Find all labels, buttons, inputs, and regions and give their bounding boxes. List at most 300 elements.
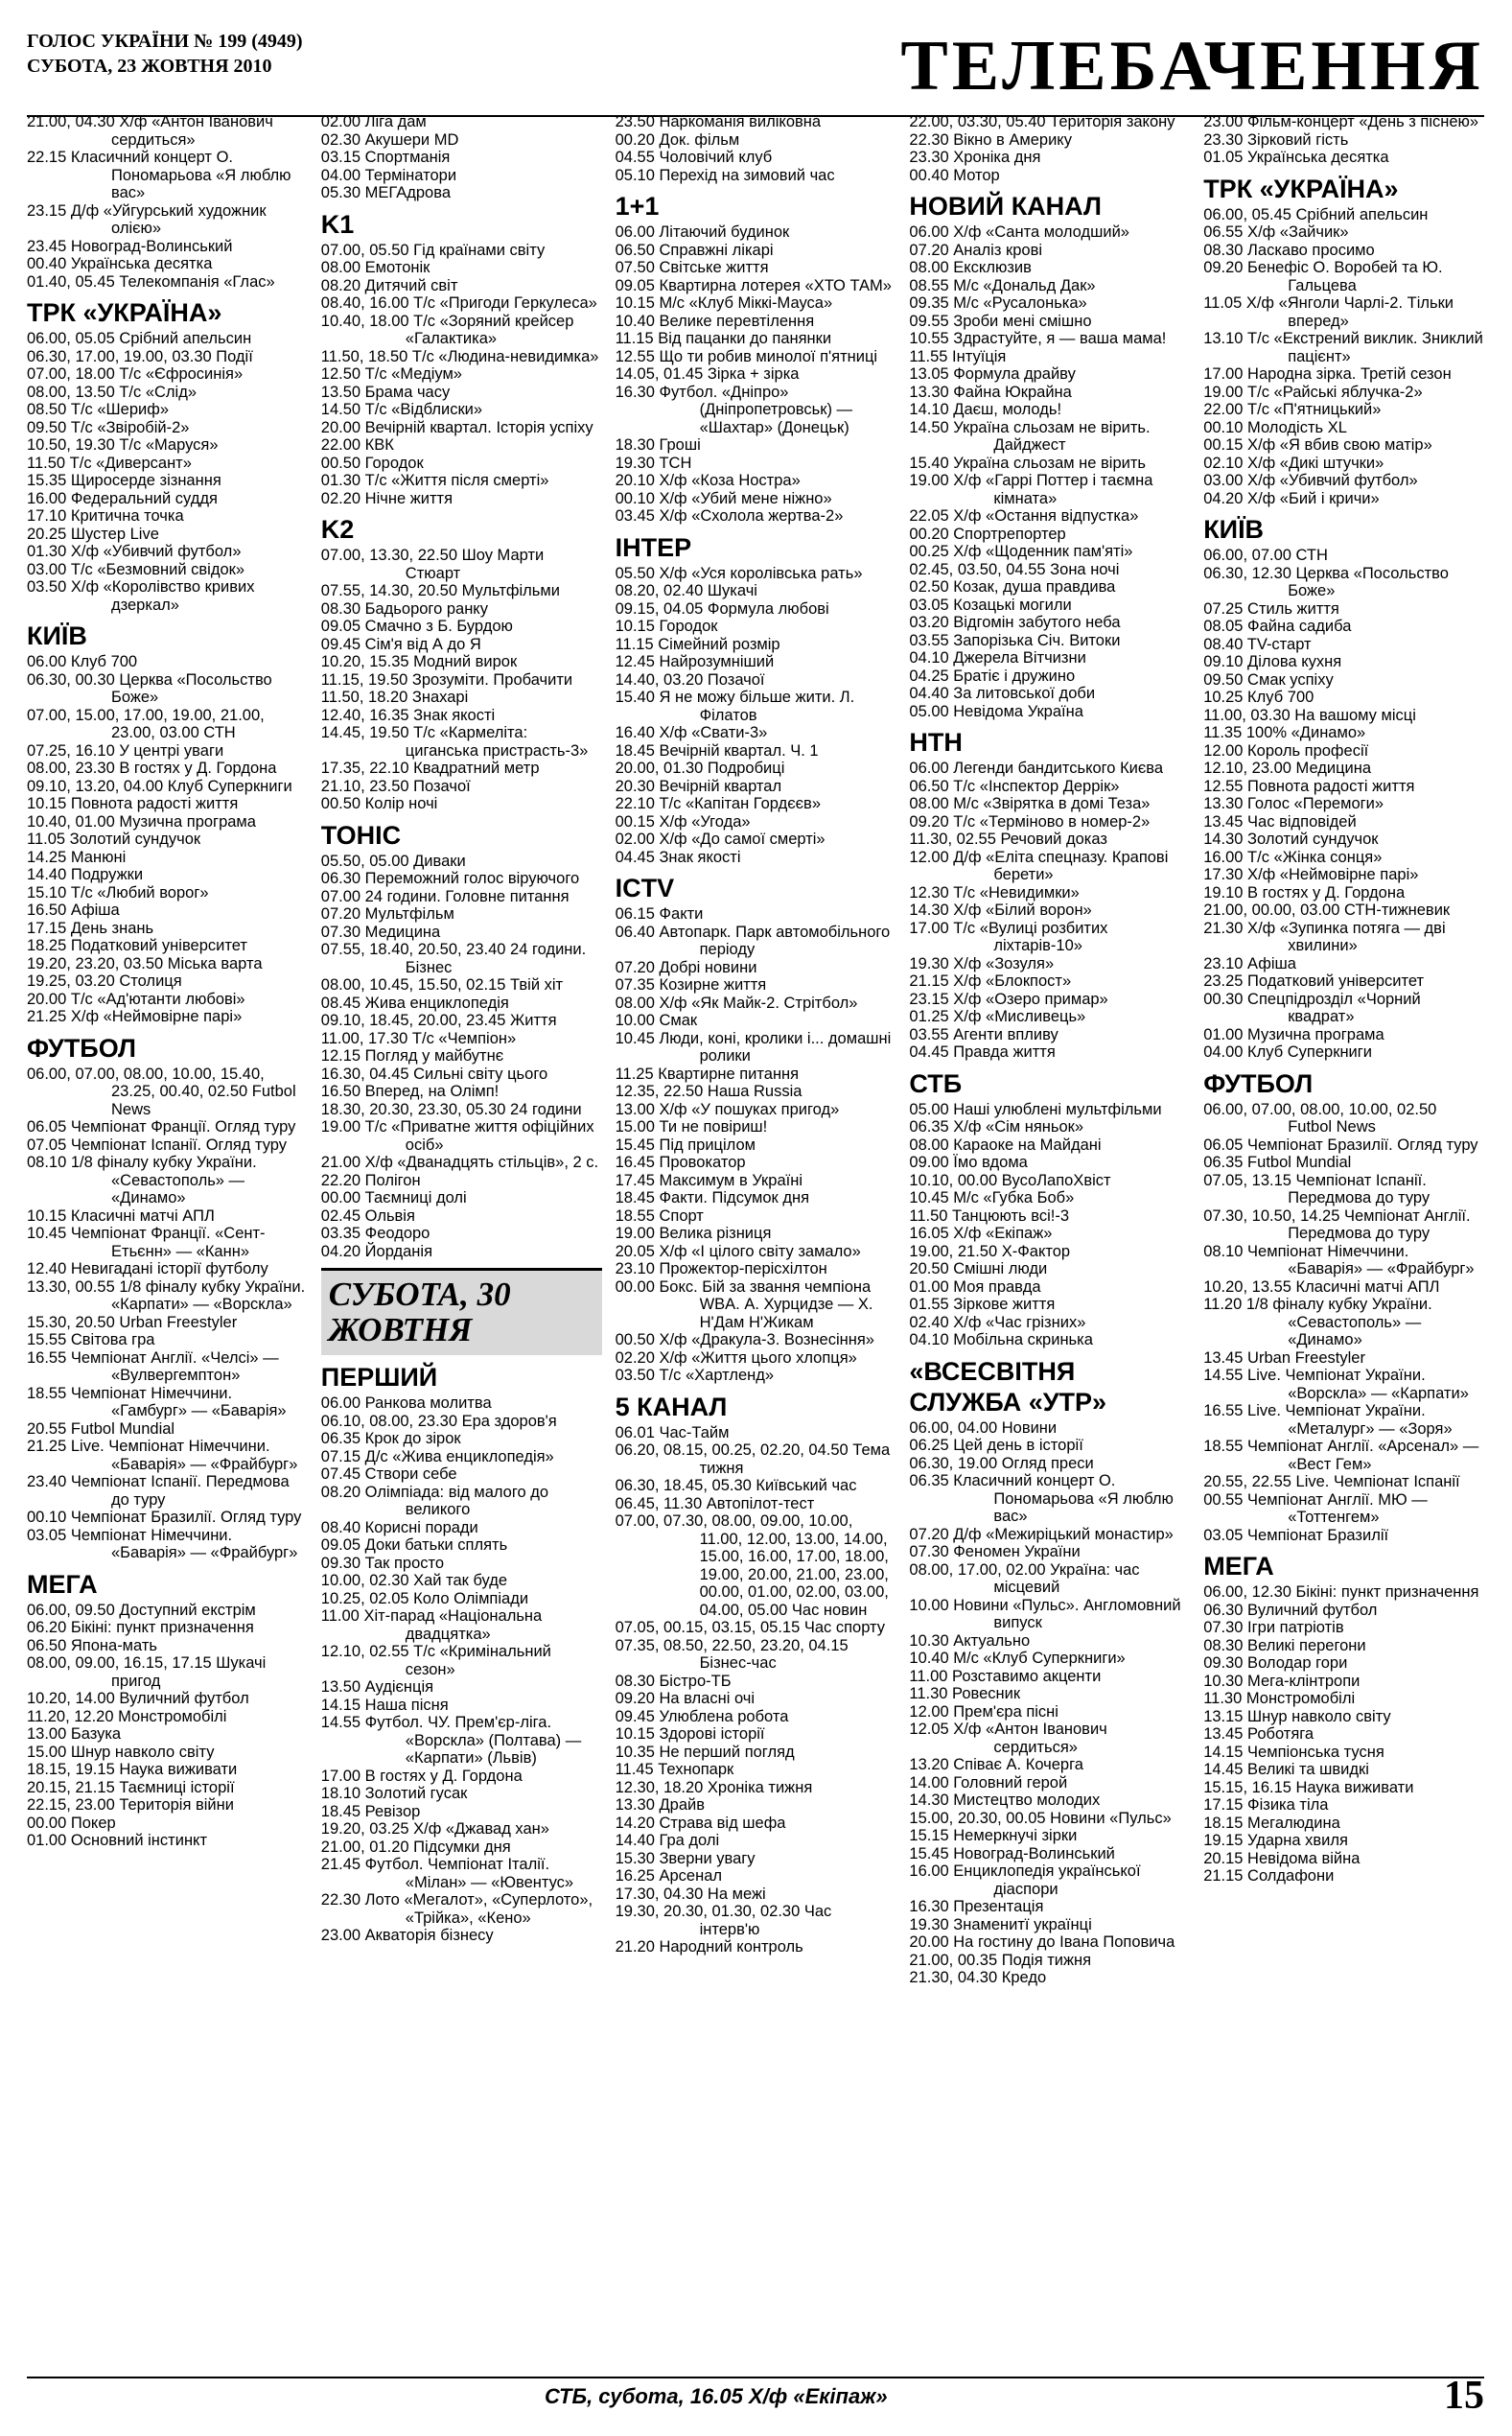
program-entry: 10.20, 14.00 Вуличний футбол [27, 1690, 249, 1707]
program-entry: 23.15 Д/ф «Уйгурський художник олією» [27, 201, 267, 237]
program-entry: 08.30 Бадьорого ранку [320, 599, 488, 618]
program-entry: 05.00 Невідома Україна [909, 702, 1083, 720]
channel-name: ФУТБОЛ [27, 1033, 136, 1063]
program-entry: 04.45 Знак якості [615, 848, 741, 866]
schedule-column-1 [27, 113, 308, 2362]
program-entry: 06.15 Факти [615, 905, 704, 923]
channel-name: КИЇВ [27, 621, 87, 650]
program-entry: 20.15 Невідома війна [1203, 1849, 1361, 1867]
program-entry: 07.25 Стиль життя [1203, 599, 1339, 618]
program-entry: 10.30 Мега-клінтропи [1203, 1672, 1361, 1690]
program-entry: 06.30, 17.00, 19.00, 03.30 Події [27, 347, 253, 365]
program-entry: 00.10 Х/ф «Убий мене ніжно» [615, 489, 832, 507]
program-entry: 11.15, 19.50 Зрозуміти. Пробачити [320, 670, 573, 689]
program-entry: 11.30 Ровесник [909, 1685, 1021, 1702]
program-entry: 06.00, 12.30 Бікіні: пункт призначення [1203, 1583, 1479, 1601]
program-entry: 08.00 Емотонік [320, 259, 430, 276]
program-entry: 12.30 Т/с «Невидимки» [909, 883, 1080, 902]
program-entry: 20.00, 01.30 Подробиці [615, 760, 785, 777]
channel-name: КИЇВ [1203, 515, 1265, 544]
program-entry: 19.30, 20.30, 01.30, 02.30 Час інтерв'ю [615, 1903, 832, 1938]
program-entry: 02.40 Х/ф «Час грізних» [909, 1313, 1086, 1331]
program-entry: 09.05 Доки батьки сплять [320, 1536, 508, 1554]
program-entry: 07.00, 13.30, 22.50 Шоу Марти Стюарт [320, 547, 545, 582]
program-entry: 06.50 Справжні лікарі [615, 241, 774, 259]
program-entry: 11.45 Технопарк [615, 1761, 734, 1778]
program-entry: 08.45 Жива енциклопедія [320, 994, 509, 1012]
program-entry: 10.30 Актуально [909, 1631, 1031, 1650]
program-entry: 22.00, 03.30, 05.40 Територія закону [909, 113, 1175, 130]
program-entry: 14.50 Т/с «Відблиски» [320, 401, 483, 418]
program-entry: 13.30 Голос «Перемоги» [1203, 795, 1384, 812]
channel-name: ТРК «УКРАЇНА» [1203, 174, 1399, 203]
program-entry: 14.30 Золотий сундучок [1203, 831, 1379, 848]
program-entry: 21.10, 23.50 Позачої [320, 777, 471, 795]
program-entry: 10.35 Не перший погляд [615, 1743, 795, 1761]
program-entry: 22.00 Т/с «П'ятницький» [1203, 401, 1382, 418]
issue-number: ГОЛОС УКРАЇНИ № 199 (4949) [27, 31, 303, 52]
program-entry: 21.00, 01.20 Підсумки дня [320, 1838, 511, 1856]
program-entry: 06.55 Х/ф «Зайчик» [1203, 223, 1349, 241]
program-entry: 06.10, 08.00, 23.30 Ера здоров'я [320, 1412, 557, 1430]
program-entry: 17.10 Критична точка [27, 507, 184, 525]
program-entry: 07.05, 13.15 Чемпіонат Іспанії. Передмова до туру [1203, 1171, 1431, 1206]
program-entry: 12.45 Найрозумніший [615, 653, 775, 670]
program-entry: 14.55 Футбол. ЧУ. Прем'єр-ліга. «Ворскла» (Полтава) — «Карпати» (Львів) [320, 1714, 582, 1767]
program-entry: 20.05 Х/ф «І цілого світу замало» [615, 1242, 861, 1260]
program-entry: 08.00, 09.00, 16.15, 17.15 Шукачі пригод [27, 1654, 267, 1690]
program-entry: 06.00, 07.00, 08.00, 10.00, 15.40, 23.25, 00.40, 02.50 Futbol News [27, 1065, 296, 1118]
program-entry: 01.00 Музична програма [1203, 1025, 1384, 1043]
program-entry: 06.00, 05.05 Срібний апельсин [27, 330, 252, 347]
program-entry: 11.50 Танцюють всі!-3 [909, 1206, 1069, 1225]
program-entry: 07.30 Ігри патріотів [1203, 1619, 1344, 1636]
program-entry: 11.05 Золотий сундучок [27, 831, 201, 848]
program-entry: 01.05 Українська десятка [1203, 149, 1389, 166]
program-entry: 11.20 1/8 фіналу кубку України. «Севастополь» — «Динамо» [1203, 1296, 1432, 1348]
program-entry: 23.00 Акваторія бізнесу [320, 1927, 494, 1944]
program-entry: 16.40 Х/ф «Свати-3» [615, 724, 768, 741]
program-entry: 13.45 Urban Freestyler [1203, 1348, 1365, 1367]
program-entry: 14.30 Мистецтво молодих [909, 1792, 1101, 1809]
program-entry: 18.55 Чемпіонат Англії. «Арсенал» — «Вест Гем» [1203, 1438, 1479, 1473]
program-entry: 03.45 Х/ф «Схолола жертва-2» [615, 507, 844, 525]
program-entry: 06.00 Ранкова молитва [320, 1394, 492, 1412]
program-entry: 13.10 Т/с «Екстрений виклик. Зниклий пацієнт» [1203, 330, 1483, 365]
program-entry: 13.50 Аудієнція [320, 1678, 434, 1696]
program-entry: 12.00 Прем'єра пісні [909, 1702, 1058, 1721]
program-entry: 13.30 Файна Юкрайна [909, 383, 1072, 401]
program-entry: 19.20, 23.20, 03.50 Міська варта [27, 954, 263, 972]
program-entry: 08.05 Файна садиба [1203, 618, 1352, 635]
masthead [27, 23, 1484, 117]
program-entry: 15.55 Світова гра [27, 1331, 155, 1348]
program-entry: 20.00 Т/с «Ад'ютанти любові» [27, 990, 245, 1008]
program-entry: 08.30 Ласкаво просимо [1203, 241, 1375, 259]
program-entry: 06.45, 11.30 Автопілот-тест [615, 1494, 815, 1512]
schedule-column-5 [1203, 113, 1484, 2362]
program-entry: 18.45 Факти. Підсумок дня [615, 1189, 810, 1206]
program-entry: 10.15 Повнота радості життя [27, 795, 239, 812]
program-entry: 09.20 Бенефіс О. Воробей та Ю. Гальцева [1203, 259, 1443, 294]
program-entry: 07.00, 07.30, 08.00, 09.00, 10.00, 11.00, 12.00, 13.00, 14.00, 15.00, 16.00, 17.00, 18.00, 19.00, 20.00, 21.00, 23.00, 00.00, 01.00, 02.00, 03.00, 04.00, 05.00 Час новин [615, 1512, 889, 1619]
footer-promo: СТБ, субота, 16.05 Х/ф «Екіпаж» [545, 2384, 888, 2408]
program-entry: 06.05 Чемпіонат Бразилії. Огляд туру [1203, 1136, 1478, 1154]
program-entry: 19.30 Знаменитї українці [909, 1915, 1092, 1933]
program-entry: 04.10 Джерела Вітчизни [909, 649, 1086, 667]
program-entry: 08.30 Бістро-ТБ [615, 1672, 732, 1690]
program-entry: 07.05, 00.15, 03.15, 05.15 Час спорту [615, 1619, 886, 1636]
program-entry: 04.00 Клуб Суперкниги [1203, 1043, 1373, 1061]
program-entry: 21.15 Х/ф «Блокпост» [909, 972, 1072, 990]
program-entry: 18.15, 19.15 Наука виживати [27, 1761, 238, 1778]
program-entry: 18.55 Чемпіонат Німеччини. «Гамбург» — «Баварія» [27, 1384, 287, 1419]
program-entry: 11.15 Сімейний розмір [615, 635, 780, 653]
program-entry: 16.00 Енциклопедія української діаспори [909, 1862, 1141, 1898]
program-entry: 00.00 Бокс. Бій за звання чемпіона WBA. А. Хурцидзе — Х. Н'Дам Н'Жикам [615, 1277, 873, 1331]
program-entry: 02.00 Ліга дам [320, 113, 427, 130]
program-entry: 06.01 Час-Тайм [615, 1423, 730, 1441]
program-entry: 08.50 Т/с «Шериф» [27, 401, 169, 418]
program-entry: 17.30, 04.30 На межі [615, 1885, 766, 1903]
program-entry: 04.10 Мобільна скринька [909, 1331, 1093, 1348]
program-entry: 08.40 Корисні поради [320, 1518, 478, 1536]
schedule-column-3 [616, 113, 896, 2362]
program-entry: 12.55 Що ти робив минолої п'ятниці [615, 347, 878, 365]
program-entry: 15.45 Під прицілом [615, 1136, 756, 1154]
program-entry: 03.50 Т/с «Хартленд» [615, 1367, 775, 1384]
program-entry: 00.00 Таємниці долі [320, 1189, 467, 1206]
program-entry: 20.15, 21.15 Таємниці історії [27, 1778, 235, 1796]
program-entry: 08.00 Х/ф «Як Майк-2. Стрітбол» [615, 994, 858, 1012]
program-entry: 12.30, 18.20 Хроніка тижня [615, 1778, 813, 1796]
program-entry: 14.50 Україна сльозам не вірить. Дайджест [909, 418, 1151, 454]
program-entry: 06.00, 04.00 Новини [909, 1418, 1058, 1437]
program-entry: 03.35 Феодоро [320, 1225, 430, 1242]
program-entry: 07.20 Д/ф «Межиріцький монастир» [909, 1525, 1174, 1543]
program-entry: 11.25 Квартирне питання [615, 1065, 800, 1083]
program-entry: 03.55 Агенти впливу [909, 1025, 1058, 1043]
program-entry: 15.00 Ти не повіриш! [615, 1118, 768, 1136]
program-entry: 21.00, 00.00, 03.00 СТН-тижневик [1203, 902, 1451, 919]
program-entry: 07.55, 14.30, 20.50 Мультфільми [320, 582, 560, 599]
program-entry: 19.15 Ударна хвиля [1203, 1832, 1348, 1849]
program-entry: 15.30 Зверни увагу [615, 1849, 756, 1867]
program-entry: 10.10, 00.00 ВусоЛапоХвіст [909, 1171, 1111, 1189]
program-entry: 11.00 Розставимо акценти [909, 1667, 1102, 1685]
program-entry: 16.00 Федеральний суддя [27, 489, 218, 507]
program-entry: 12.10, 23.00 Медицина [1203, 760, 1372, 777]
program-entry: 09.10 Ділова кухня [1203, 653, 1342, 670]
program-entry: 06.35 Х/ф «Сім няньок» [909, 1118, 1084, 1136]
program-entry: 03.05 Козацькі могили [909, 596, 1072, 614]
program-entry: 06.30, 00.30 Церква «Посольство Боже» [27, 670, 272, 706]
program-entry: 13.30, 00.55 1/8 фіналу кубку України. «Карпати» — «Ворскла» [27, 1277, 306, 1313]
program-entry: 06.20 Бікіні: пункт призначення [27, 1619, 254, 1636]
program-entry: 17.00 Народна зірка. Третій сезон [1203, 365, 1452, 383]
page-number: 15 [1444, 2374, 1484, 2418]
program-entry: 18.45 Вечірній квартал. Ч. 1 [615, 741, 819, 760]
program-entry: 08.00, 17.00, 02.00 Україна: час місцевий [909, 1560, 1140, 1596]
program-entry: 16.30, 04.45 Сильні світу цього [320, 1065, 548, 1083]
program-entry: 18.10 Золотий гусак [320, 1785, 468, 1802]
program-entry: 06.00, 05.45 Срібний апельсин [1203, 205, 1429, 223]
program-entry: 17.30 Х/ф «Неймовірне парі» [1203, 866, 1419, 883]
program-entry: 17.35, 22.10 Квадратний метр [320, 760, 540, 777]
issue-date: СУБОТА, 23 ЖОВТНЯ 2010 [27, 56, 272, 77]
program-entry: 11.30 Монстромобілі [1203, 1690, 1356, 1707]
program-entry: 15.00, 20.30, 00.05 Новини «Пульс» [909, 1809, 1172, 1827]
program-entry: 08.30 Великі перегони [1203, 1636, 1366, 1654]
program-entry: 23.40 Чемпіонат Іспанії. Передмова до туру [27, 1473, 290, 1509]
program-entry: 18.25 Податковий університет [27, 937, 247, 954]
program-entry: 09.55 Зроби мені смішно [909, 312, 1092, 330]
program-entry: 11.00, 03.30 На вашому місці [1203, 706, 1416, 724]
page-footer [27, 2374, 1484, 2421]
program-entry: 18.55 Спорт [615, 1206, 704, 1225]
program-entry: 01.30 Х/ф «Убивчий футбол» [27, 543, 242, 560]
program-entry: 06.30, 12.30 Церква «Посольство Боже» [1203, 564, 1449, 599]
program-entry: 06.25 Цей день в історії [909, 1437, 1083, 1454]
program-entry: 14.20 Страва від шефа [615, 1814, 786, 1832]
program-entry: 11.35 100% «Динамо» [1203, 724, 1366, 741]
program-entry: 07.55, 18.40, 20.50, 23.40 24 години. Бізнес [320, 941, 587, 976]
program-entry: 00.40 Мотор [909, 166, 1000, 184]
program-entry: 11.50, 18.20 Знахарі [320, 689, 469, 706]
program-entry: 10.45 Чемпіонат Франції. «Сент-Етьєнн» — «Канн» [27, 1225, 266, 1260]
program-entry: 00.50 Х/ф «Дракула-3. Вознесіння» [615, 1331, 874, 1348]
program-entry: 08.10 1/8 фіналу кубку України. «Севастополь» — «Динамо» [27, 1154, 257, 1206]
program-entry: 23.50 Наркоманія виліковна [615, 113, 822, 130]
program-entry: 02.20 Нічне життя [320, 489, 454, 507]
program-entry: 13.50 Брама часу [320, 383, 451, 401]
program-entry: 04.00 Термінатори [320, 166, 457, 184]
program-entry: 21.00, 04.30 Х/ф «Антон Іванович сердиться» [27, 113, 273, 149]
program-entry: 10.55 Здрастуйте, я — ваша мама! [909, 330, 1167, 347]
program-entry: 22.30 Лото «Мегалот», «Суперлото», «Трійка», «Кено» [320, 1891, 593, 1927]
channel-name: СТБ [909, 1068, 963, 1098]
program-entry: 15.35 Щиросерде зізнання [27, 472, 221, 489]
program-entry: 07.35 Козирне життя [615, 976, 767, 994]
program-entry: 09.45 Сім'я від А до Я [320, 635, 481, 653]
program-entry: 19.00 Велика різниця [615, 1225, 772, 1242]
program-entry: 09.20 Т/с «Терміново в номер-2» [909, 812, 1151, 831]
program-entry: 01.00 Основний інстинкт [27, 1832, 208, 1849]
program-entry: 10.15 Городок [615, 618, 718, 635]
program-entry: 00.20 Спортрепортер [909, 525, 1066, 543]
program-entry: 07.20 Мультфільм [320, 905, 454, 923]
program-entry: 20.55 Futbol Mundial [27, 1419, 175, 1438]
program-entry: 00.10 Чемпіонат Бразилії. Огляд туру [27, 1509, 302, 1526]
program-entry: 06.35 Класичний концерт О. Пономарьова «Я люблю вас» [909, 1472, 1174, 1525]
program-entry: 19.00 Х/ф «Гаррі Поттер і таємна кімната» [909, 472, 1153, 507]
program-entry: 16.45 Провокатор [615, 1154, 746, 1171]
program-entry: 10.00 Смак [615, 1012, 698, 1029]
program-entry: 07.20 Аналіз крові [909, 241, 1043, 259]
program-entry: 15.00 Шнур навколо світу [27, 1743, 215, 1761]
program-entry: 13.45 Роботяга [1203, 1725, 1314, 1743]
channel-name: НОВИЙ КАНАЛ [909, 192, 1102, 221]
program-entry: 08.40, 16.00 Т/с «Пригоди Геркулеса» [320, 294, 597, 312]
program-entry: 06.40 Автопарк. Парк автомобільного періоду [615, 923, 891, 958]
program-entry: 13.30 Драйв [615, 1796, 705, 1814]
program-entry: 07.45 Створи себе [320, 1465, 457, 1483]
program-entry: 10.15 Здорові історії [615, 1725, 765, 1743]
program-entry: 22.10 Т/с «Капітан Гордєєв» [615, 795, 821, 812]
program-entry: 20.50 Смішні люди [909, 1260, 1048, 1277]
program-entry: 08.00, 13.50 Т/с «Слід» [27, 383, 198, 401]
program-entry: 11.00, 17.30 Т/с «Чемпіон» [320, 1029, 517, 1047]
program-entry: 06.00, 07.00, 08.00, 10.00, 02.50 Futbol News [1203, 1100, 1437, 1136]
program-entry: 16.50 Афіша [27, 902, 120, 919]
program-entry: 10.00, 02.30 Хай так буде [320, 1572, 508, 1589]
program-entry: 09.30 Володар гори [1203, 1654, 1348, 1672]
program-entry: 10.45 М/с «Губка Боб» [909, 1189, 1075, 1206]
date-heading: СУБОТА, 30 ЖОВТНЯ [321, 1268, 602, 1355]
program-entry: 04.25 Братіє і дружино [909, 667, 1076, 685]
program-entry: 08.00 Ексклюзив [909, 259, 1032, 276]
program-entry: 23.45 Новоград-Волинський [27, 237, 233, 255]
program-entry: 14.30 Х/ф «Білий ворон» [909, 902, 1092, 919]
program-entry: 13.05 Формула драйву [909, 365, 1076, 383]
program-entry: 08.20, 02.40 Шукачі [615, 582, 757, 599]
program-entry: 06.00 Клуб 700 [27, 653, 138, 670]
program-entry: 21.30, 04.30 Кредо [909, 1969, 1047, 1986]
program-entry: 17.00 В гостях у Д. Гордона [320, 1767, 523, 1785]
program-entry: 23.00 Фільм-концерт «День з піснею» [1203, 113, 1479, 130]
program-entry: 14.40 Гра долі [615, 1832, 720, 1849]
program-entry: 11.05 Х/ф «Янголи Чарлі-2. Тільки вперед» [1203, 294, 1454, 330]
program-entry: 13.20 Співає А. Кочерга [909, 1756, 1083, 1773]
program-entry: 07.30, 10.50, 14.25 Чемпіонат Англії. Передмова до туру [1203, 1206, 1471, 1242]
program-entry: 00.10 Молодість XL [1203, 418, 1347, 436]
program-entry: 10.40 Велике перевтілення [615, 312, 815, 330]
program-entry: 06.35 Крок до зірок [320, 1430, 461, 1447]
program-entry: 04.55 Чоловічий клуб [615, 149, 773, 166]
program-entry: 00.15 Х/ф «Я вбив свою матір» [1203, 436, 1432, 454]
program-entry: 12.50 Т/с «Медіум» [320, 365, 462, 383]
program-entry: 17.15 Фізика тіла [1203, 1796, 1329, 1814]
program-entry: 06.30 Переможний голос віруючого [320, 870, 580, 887]
program-entry: 00.15 Х/ф «Угода» [615, 812, 751, 831]
program-entry: 02.45, 03.50, 04.55 Зона ночі [909, 560, 1120, 578]
program-entry: 15.30, 20.50 Urban Freestyler [27, 1313, 238, 1331]
program-entry: 04.20 Х/ф «Бий і кричи» [1203, 489, 1380, 507]
program-entry: 14.15 Чемпіонська тусня [1203, 1743, 1384, 1761]
program-entry: 23.25 Податковий університет [1203, 972, 1425, 990]
program-entry: 11.20, 12.20 Монстромобілі [27, 1707, 227, 1725]
program-entry: 10.00 Новини «Пульс». Англомовний випуск [909, 1596, 1181, 1631]
program-entry: 10.45 Люди, коні, кролики і... домашні ролики [615, 1029, 892, 1065]
program-entry: 23.10 Афіша [1203, 954, 1296, 972]
program-entry: 22.30 Вікно в Америку [909, 130, 1072, 149]
program-entry: 10.40, 18.00 Т/с «Зоряний крейсер «Галактика» [320, 312, 574, 347]
program-entry: 10.40 М/с «Клуб Суперкниги» [909, 1650, 1126, 1667]
program-entry: 16.05 Х/ф «Екіпаж» [909, 1225, 1053, 1242]
program-entry: 09.05 Квартирна лотерея «ХТО ТАМ» [615, 276, 892, 294]
program-entry: 20.25 Шустер Live [27, 525, 159, 543]
program-entry: 01.00 Моя правда [909, 1277, 1041, 1296]
program-entry: 21.25 Live. Чемпіонат Німеччини. «Баварія» — «Фрайбург» [27, 1438, 298, 1473]
program-entry: 10.40, 01.00 Музична програма [27, 812, 256, 831]
program-entry: 20.30 Вечірній квартал [615, 777, 782, 795]
program-entry: 22.15 Класичний концерт О. Пономарьова «Я люблю вас» [27, 149, 291, 201]
program-entry: 12.00 Король професії [1203, 741, 1369, 760]
program-entry: 19.00 Т/с «Приватне життя офіційних осіб» [320, 1118, 594, 1154]
program-entry: 22.00 КВК [320, 436, 394, 454]
program-entry: 05.10 Перехід на зимовий час [615, 166, 835, 184]
program-entry: 19.00, 21.50 Х-Фактор [909, 1242, 1071, 1260]
program-entry: 03.50 Х/ф «Королівство кривих дзеркал» [27, 578, 255, 614]
program-entry: 21.00 Х/ф «Дванадцять стільців», 2 с. [320, 1154, 599, 1171]
program-entry: 00.50 Городок [320, 454, 424, 472]
program-entry: 07.25, 16.10 У центрі уваги [27, 741, 224, 760]
program-entry: 06.00 Х/ф «Санта молодший» [909, 223, 1129, 241]
program-entry: 12.55 Повнота радості життя [1203, 777, 1415, 795]
program-entry: 21.25 Х/ф «Неймовірне парі» [27, 1008, 243, 1025]
program-entry: 09.20 На власні очі [615, 1690, 756, 1707]
program-entry: 06.30 Вуличний футбол [1203, 1601, 1378, 1619]
program-entry: 06.05 Чемпіонат Франції. Огляд туру [27, 1118, 296, 1136]
program-entry: 15.45 Новоград-Волинський [909, 1844, 1115, 1862]
program-entry: 00.55 Чемпіонат Англії. МЮ — «Тоттенгем» [1203, 1490, 1428, 1526]
program-entry: 21.15 Солдафони [1203, 1867, 1335, 1885]
program-entry: 07.30 Феномен України [909, 1543, 1081, 1560]
program-entry: 14.25 Манюні [27, 848, 127, 866]
program-entry: 10.25 Клуб 700 [1203, 689, 1314, 706]
program-entry: 12.15 Погляд у майбутнє [320, 1047, 504, 1065]
program-entry: 12.35, 22.50 Наша Russia [615, 1083, 803, 1100]
program-entry: 18.45 Ревізор [320, 1802, 421, 1820]
program-entry: 16.55 Live. Чемпіонат України. «Металург» — «Зоря» [1203, 1402, 1453, 1438]
program-entry: 22.15, 23.00 Територія війни [27, 1796, 234, 1814]
program-entry: 12.40 Невигадані історії футболу [27, 1260, 268, 1277]
program-entry: 14.45, 19.50 Т/с «Кармеліта: циганська пристрасть-3» [320, 724, 589, 760]
program-entry: 08.00 Караоке на Майдані [909, 1136, 1102, 1154]
program-entry: 11.50 Т/с «Диверсант» [27, 454, 192, 472]
program-entry: 13.45 Час відповідей [1203, 812, 1357, 831]
program-entry: 02.30 Акушери MD [320, 130, 459, 149]
channel-name: ПЕРШИЙ [320, 1363, 438, 1392]
program-entry: 00.20 Док. фільм [615, 130, 740, 149]
program-entry: 02.00 Х/ф «До самої смерті» [615, 831, 826, 848]
program-entry: 17.15 День знань [27, 919, 154, 937]
program-entry: 06.30, 19.00 Огляд преси [909, 1454, 1094, 1472]
program-entry: 19.10 В гостях у Д. Гордона [1203, 883, 1406, 902]
program-entry: 04.40 За литовської доби [909, 685, 1096, 702]
program-entry: 11.15 Від пацанки до панянки [615, 330, 832, 347]
program-entry: 06.50 Т/с «Інспектор Деррік» [909, 777, 1120, 795]
program-entry: 14.45 Великі та швидкі [1203, 1761, 1369, 1778]
program-entry: 06.00, 09.50 Доступний екстрім [27, 1601, 256, 1619]
program-entry: 23.15 Х/ф «Озеро примар» [909, 990, 1108, 1008]
program-entry: 01.55 Зіркове життя [909, 1296, 1056, 1313]
program-entry: 22.20 Полігон [320, 1171, 421, 1189]
program-entry: 08.55 М/с «Дональд Дак» [909, 276, 1096, 294]
channel-name: ІНТЕР [615, 532, 692, 562]
program-entry: 23.30 Хроніка дня [909, 149, 1041, 166]
program-entry: 16.55 Чемпіонат Англії. «Челсі» — «Вулвергемптон» [27, 1348, 279, 1384]
program-entry: 03.55 Запорізька Січ. Витоки [909, 631, 1121, 649]
program-entry: 09.05 Смачно з Б. Бурдою [320, 618, 513, 635]
program-entry: 06.35 Futbol Mundial [1203, 1154, 1352, 1171]
program-entry: 00.40 Українська десятка [27, 255, 213, 272]
program-entry: 02.45 Ольвія [320, 1206, 415, 1225]
program-entry: 11.50, 18.50 Т/с «Людина-невидимка» [320, 347, 599, 365]
program-entry: 09.15, 04.05 Формула любові [615, 599, 829, 618]
program-entry: 07.00, 05.50 Гід країнами світу [320, 241, 546, 259]
channel-name: ТОНІС [320, 820, 402, 850]
